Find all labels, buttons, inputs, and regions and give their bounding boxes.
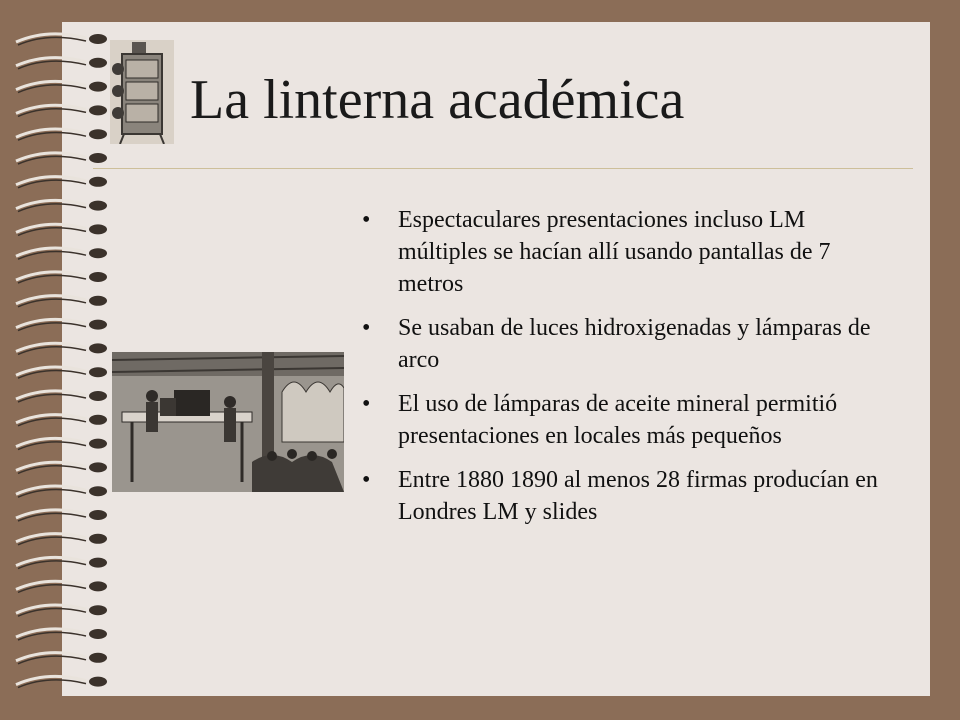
bullet-item xyxy=(362,312,882,376)
binding-hole xyxy=(89,296,107,306)
binding-hole xyxy=(89,129,107,139)
binding-hole xyxy=(89,677,107,687)
bullet-item xyxy=(362,204,882,300)
bullet-icon: • xyxy=(362,467,371,493)
binding-hole xyxy=(89,581,107,591)
bullet-text: Entre 1880 1890 al menos 28 firmas producían en Londres LM y slides xyxy=(398,467,878,525)
binding-hole xyxy=(89,534,107,544)
lecture-hall-engraving-image xyxy=(112,352,344,492)
bullet-text: Se usaban de luces hidroxigenadas y lámparas de arco xyxy=(398,315,871,373)
bullet-icon: • xyxy=(362,391,371,417)
binding-hole xyxy=(89,105,107,115)
binding-hole xyxy=(89,439,107,449)
bullet-list xyxy=(362,204,882,540)
binding-hole xyxy=(89,391,107,401)
binding-hole xyxy=(89,224,107,234)
binding-hole xyxy=(89,177,107,187)
title-divider xyxy=(93,168,913,169)
bullet-item xyxy=(362,464,882,528)
binding-hole xyxy=(89,248,107,258)
bullet-icon: • xyxy=(362,207,371,233)
binding-hole xyxy=(89,558,107,568)
magic-lantern-image xyxy=(110,40,174,144)
spiral-binding-icon xyxy=(8,18,118,698)
bullet-item xyxy=(362,388,882,452)
binding-hole xyxy=(89,629,107,639)
binding-hole xyxy=(89,510,107,520)
binding-hole xyxy=(89,462,107,472)
bullet-text: Espectaculares presentaciones incluso LM múltiples se hacían allí usando pantallas de 7 metros xyxy=(398,207,831,297)
binding-hole xyxy=(89,34,107,44)
binding-hole xyxy=(89,367,107,377)
binding-hole xyxy=(89,272,107,282)
binding-hole xyxy=(89,153,107,163)
bullet-icon: • xyxy=(362,315,371,341)
binding-hole xyxy=(89,58,107,68)
binding-hole xyxy=(89,486,107,496)
binding-hole xyxy=(89,320,107,330)
bullet-text: El uso de lámparas de aceite mineral permitió presentaciones en locales más pequeños xyxy=(398,391,838,449)
binding-hole xyxy=(89,82,107,92)
slide-title: La linterna académica xyxy=(190,69,685,131)
binding-hole xyxy=(89,653,107,663)
binding-hole xyxy=(89,605,107,615)
binding-hole xyxy=(89,343,107,353)
binding-hole xyxy=(89,415,107,425)
binding-hole xyxy=(89,201,107,211)
